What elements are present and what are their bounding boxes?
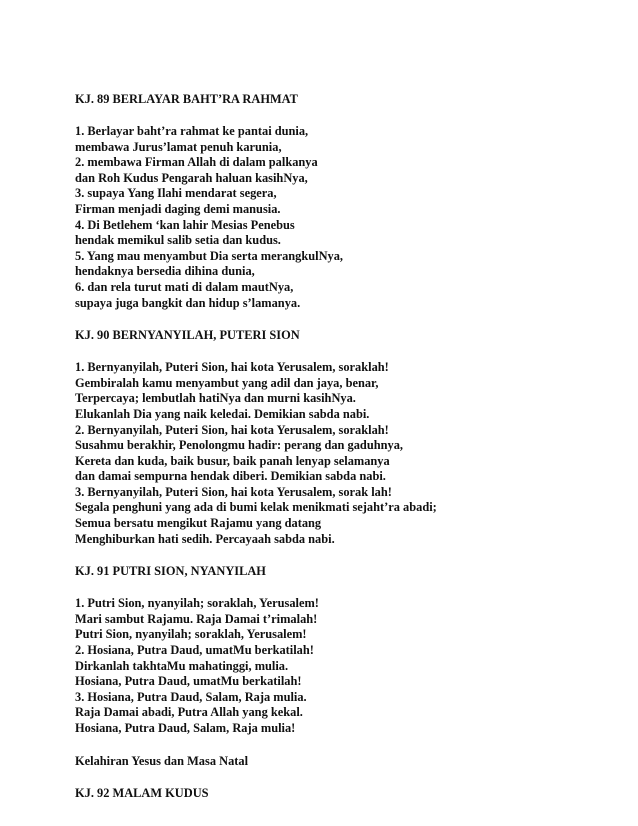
lyric-line: 2. membawa Firman Allah di dalam palkanya bbox=[75, 155, 318, 170]
document-page bbox=[75, 92, 595, 818]
lyric-line: hendaknya bersedia dihina dunia, bbox=[75, 264, 255, 279]
lyric-line: 3. Hosiana, Putra Daud, Salam, Raja mulia. bbox=[75, 689, 307, 704]
song-lyrics bbox=[75, 360, 595, 547]
lyric-line: 2. Bernyanyilah, Puteri Sion, hai kota Yerusalem, soraklah! bbox=[75, 422, 389, 437]
song-heading: KJ. 91 PUTRI SION, NYANYILAH bbox=[75, 564, 266, 579]
song-heading-kj-92: KJ. 92 MALAM KUDUS bbox=[75, 785, 209, 800]
song-kj-91 bbox=[75, 564, 595, 736]
lyric-line: Terpercaya; lembutlah hatiNya dan murni kasihNya. bbox=[75, 391, 356, 406]
lyric-line: 1. Bernyanyilah, Puteri Sion, hai kota Yerusalem, soraklah! bbox=[75, 360, 389, 375]
lyric-line: Putri Sion, nyanyilah; soraklah, Yerusalem! bbox=[75, 627, 307, 642]
song-heading: KJ. 90 BERNYANYILAH, PUTERI SION bbox=[75, 328, 300, 343]
lyric-line: membawa Jurus’lamat penuh karunia, bbox=[75, 139, 282, 154]
lyric-line: dan Roh Kudus Pengarah haluan kasihNya, bbox=[75, 170, 308, 185]
lyric-line: Raja Damai abadi, Putra Allah yang kekal. bbox=[75, 705, 303, 720]
lyric-line: hendak memikul salib setia dan kudus. bbox=[75, 233, 281, 248]
lyric-line: Susahmu berakhir, Penolongmu hadir: perang dan gaduhnya, bbox=[75, 438, 403, 453]
lyric-line: Mari sambut Rajamu. Raja Damai t’rimalah! bbox=[75, 611, 318, 626]
lyric-line: Menghiburkan hati sedih. Percayaah sabda nabi. bbox=[75, 531, 335, 546]
song-heading: KJ. 89 BERLAYAR BAHT’RA RAHMAT bbox=[75, 92, 298, 106]
lyric-line: Semua bersatu mengikut Rajamu yang datang bbox=[75, 516, 322, 531]
lyric-line: dan damai sempurna hendak diberi. Demikian sabda nabi. bbox=[75, 469, 386, 484]
lyric-line: supaya juga bangkit dan hidup s’lamanya. bbox=[75, 295, 301, 310]
lyric-line: 4. Di Betlehem ‘kan lahir Mesias Penebus bbox=[75, 217, 295, 232]
lyric-line: 2. Hosiana, Putra Daud, umatMu berkatilah! bbox=[75, 643, 314, 658]
song-lyrics bbox=[75, 124, 595, 311]
lyric-line: Hosiana, Putra Daud, Salam, Raja mulia! bbox=[75, 721, 296, 735]
lyric-line: 6. dan rela turut mati di dalam mautNya, bbox=[75, 279, 294, 294]
lyric-line: 1. Putri Sion, nyanyilah; soraklah, Yerusalem! bbox=[75, 596, 319, 611]
lyric-line: 3. Bernyanyilah, Puteri Sion, hai kota Yerusalem, sorak lah! bbox=[75, 484, 392, 499]
section-subtitle: Kelahiran Yesus dan Masa Natal bbox=[75, 753, 249, 768]
lyric-line: Hosiana, Putra Daud, umatMu berkatilah! bbox=[75, 674, 302, 689]
lyric-line: 5. Yang mau menyambut Dia serta merangkulNya, bbox=[75, 248, 344, 263]
lyric-line: Segala penghuni yang ada di bumi kelak menikmati sejaht’ra abadi; bbox=[75, 500, 437, 515]
lyric-line: Gembiralah kamu menyambut yang adil dan jaya, benar, bbox=[75, 375, 379, 390]
song-lyrics bbox=[75, 596, 595, 736]
lyric-line: Firman menjadi daging demi manusia. bbox=[75, 201, 281, 216]
song-kj-90 bbox=[75, 328, 595, 547]
lyric-line: Dirkanlah takhtaMu mahatinggi, mulia. bbox=[75, 658, 289, 673]
lyric-line: 1. Berlayar baht’ra rahmat ke pantai dunia, bbox=[75, 124, 309, 138]
lyric-line: Kereta dan kuda, baik busur, baik panah lenyap selamanya bbox=[75, 453, 390, 468]
song-kj-89 bbox=[75, 92, 595, 311]
lyric-line: Elukanlah Dia yang naik keledai. Demikian sabda nabi. bbox=[75, 406, 370, 421]
lyric-line: 3. supaya Yang Ilahi mendarat segera, bbox=[75, 186, 277, 201]
